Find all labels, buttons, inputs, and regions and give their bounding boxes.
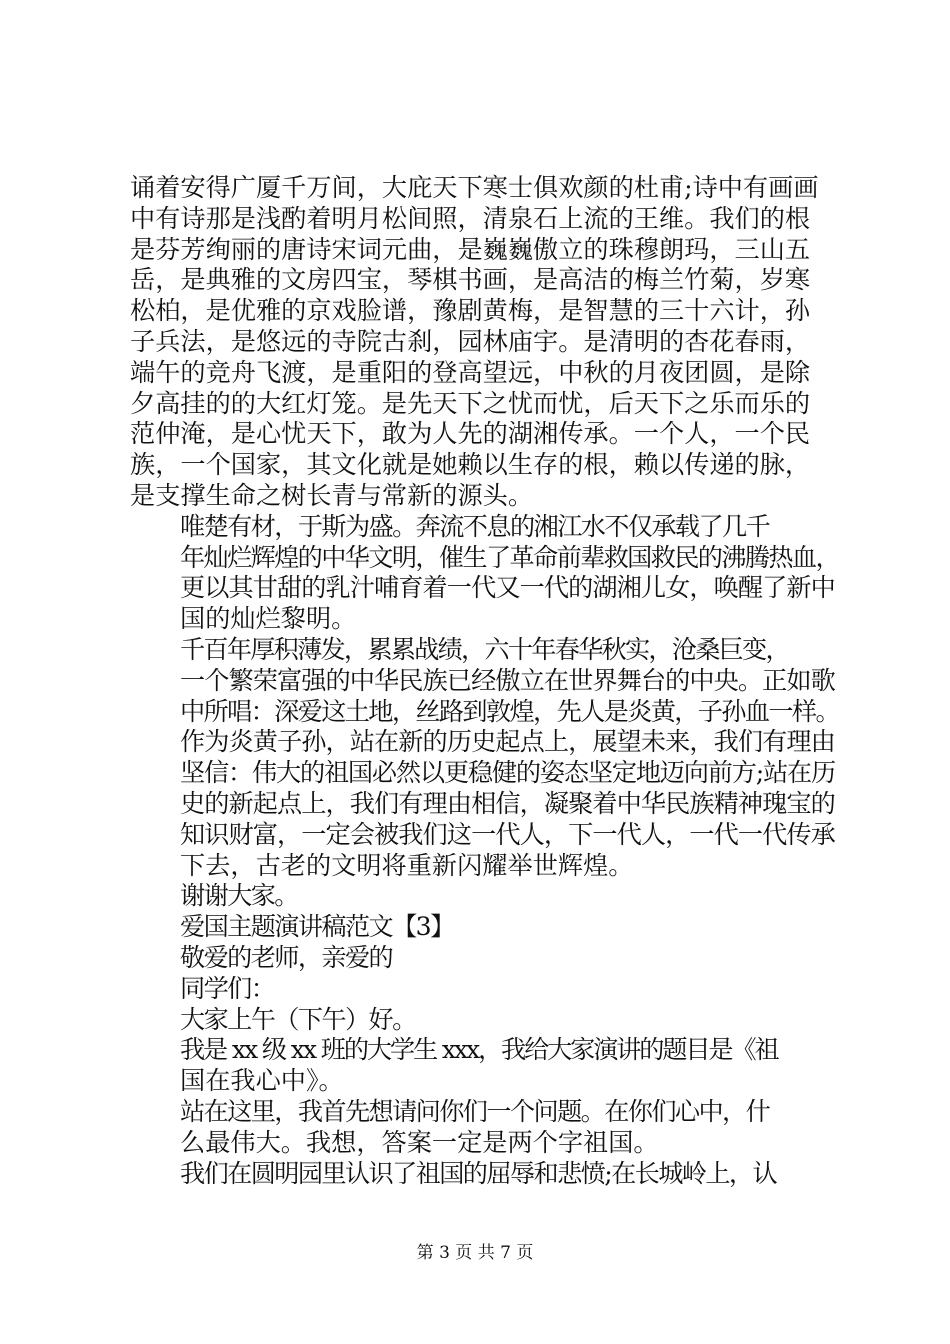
- paragraph: [130, 511, 839, 635]
- text-line: 年灿烂辉煌的中华文明，催生了革命前辈救国救民的沸腾热血，: [180, 542, 839, 572]
- text-line: 是芬芳绚丽的唐诗宋词元曲，是巍巍傲立的珠穆朗玛，三山五: [130, 234, 811, 264]
- paragraph: [130, 1159, 830, 1190]
- paragraph: [130, 943, 830, 974]
- text-line: 敬爱的老师，亲爱的: [180, 942, 393, 972]
- text-line: 松柏，是优雅的京戏脸谱，豫剧黄梅，是智慧的三十六计，孙: [130, 296, 811, 326]
- text-line: 大家上午（下午）好。: [180, 1004, 416, 1034]
- text-line: 子兵法，是悠远的寺院古刹，园林庙宇。是清明的杏花春雨，: [130, 326, 811, 356]
- text-line: 坚信：伟大的祖国必然以更稳健的姿态坚定地迈向前方;站在历: [180, 758, 836, 788]
- text-line: 我们在圆明园里认识了祖国的屈辱和悲愤;在长城岭上，认: [180, 1158, 777, 1188]
- paragraph: [130, 634, 839, 881]
- text-line: 唯楚有材，于斯为盛。奔流不息的湘江水不仅承载了几千: [180, 511, 770, 541]
- text-line: 站在这里，我首先想请问你们一个问题。在你们心中，什: [180, 1096, 770, 1126]
- paragraph: [130, 173, 830, 512]
- text-line: 中有诗那是浅酌着明月松间照，清泉石上流的王维。我们的根: [130, 203, 811, 233]
- text-line: 国在我心中》。: [180, 1066, 344, 1096]
- paragraph: [130, 1097, 830, 1159]
- text-line: 更以其甘甜的乳汁哺育着一代又一代的湖湘儿女，唤醒了新中: [180, 573, 835, 603]
- paragraph: [130, 1035, 830, 1097]
- paragraph: [130, 912, 830, 943]
- text-line: 诵着安得广厦千万间，大庇天下寒士俱欢颜的杜甫;诗中有画画: [130, 173, 819, 202]
- text-line: 族，一个国家，其文化就是她赖以生存的根，赖以传递的脉，: [130, 450, 811, 480]
- page-footer: 第 3 页 共 7 页: [416, 1243, 534, 1263]
- text-line: 中所唱：深爱这土地，丝路到敦煌，先人是炎黄，子孙血一样。: [180, 696, 839, 726]
- text-line: 下去，古老的文明将重新闪耀举世辉煌。: [180, 850, 634, 880]
- text-line: 史的新起点上，我们有理由相信，凝聚着中华民族精神瑰宝的: [180, 788, 835, 818]
- text-line: 国的灿烂黎明。: [180, 604, 357, 634]
- paragraph: [130, 1005, 830, 1036]
- text-line: 谢谢大家。: [180, 881, 298, 911]
- text-line: 夕高挂的的大红灯笼。是先天下之忧而忧，后天下之乐而乐的: [130, 388, 811, 418]
- text-line: 知识财富，一定会被我们这一代人，下一代人，一代一代传承: [180, 819, 835, 849]
- text-line: 是支撑生命之树长青与常新的源头。: [130, 480, 533, 510]
- text-line: 我是 xx 级 xx 班的大学生 xxx，我给大家演讲的题目是《祖: [180, 1035, 778, 1065]
- document-body: [130, 173, 839, 1189]
- text-line: 千百年厚积薄发，累累战绩，六十年春华秋实，沧桑巨变，: [180, 634, 789, 664]
- text-line: 么最伟大。我想，答案一定是两个字祖国。: [180, 1127, 659, 1157]
- text-line: 岳，是典雅的文房四宝，琴棋书画，是高洁的梅兰竹菊，岁寒: [130, 265, 811, 295]
- paragraph: [130, 881, 830, 912]
- paragraph: [130, 974, 830, 1005]
- text-line: 一个繁荣富强的中华民族已经傲立在世界舞台的中央。正如歌: [180, 665, 835, 695]
- text-line: 范仲淹，是心忧天下，敢为人先的湖湘传承。一个人，一个民: [130, 419, 811, 449]
- text-line: 端午的竞舟飞渡，是重阳的登高望远，中秋的月夜团圆，是除: [130, 357, 811, 387]
- text-line: 作为炎黄子孙，站在新的历史起点上，展望未来，我们有理由: [180, 727, 835, 757]
- text-line: 同学们：: [180, 973, 275, 1003]
- text-line: 爱国主题演讲稿范文【3】: [180, 912, 454, 942]
